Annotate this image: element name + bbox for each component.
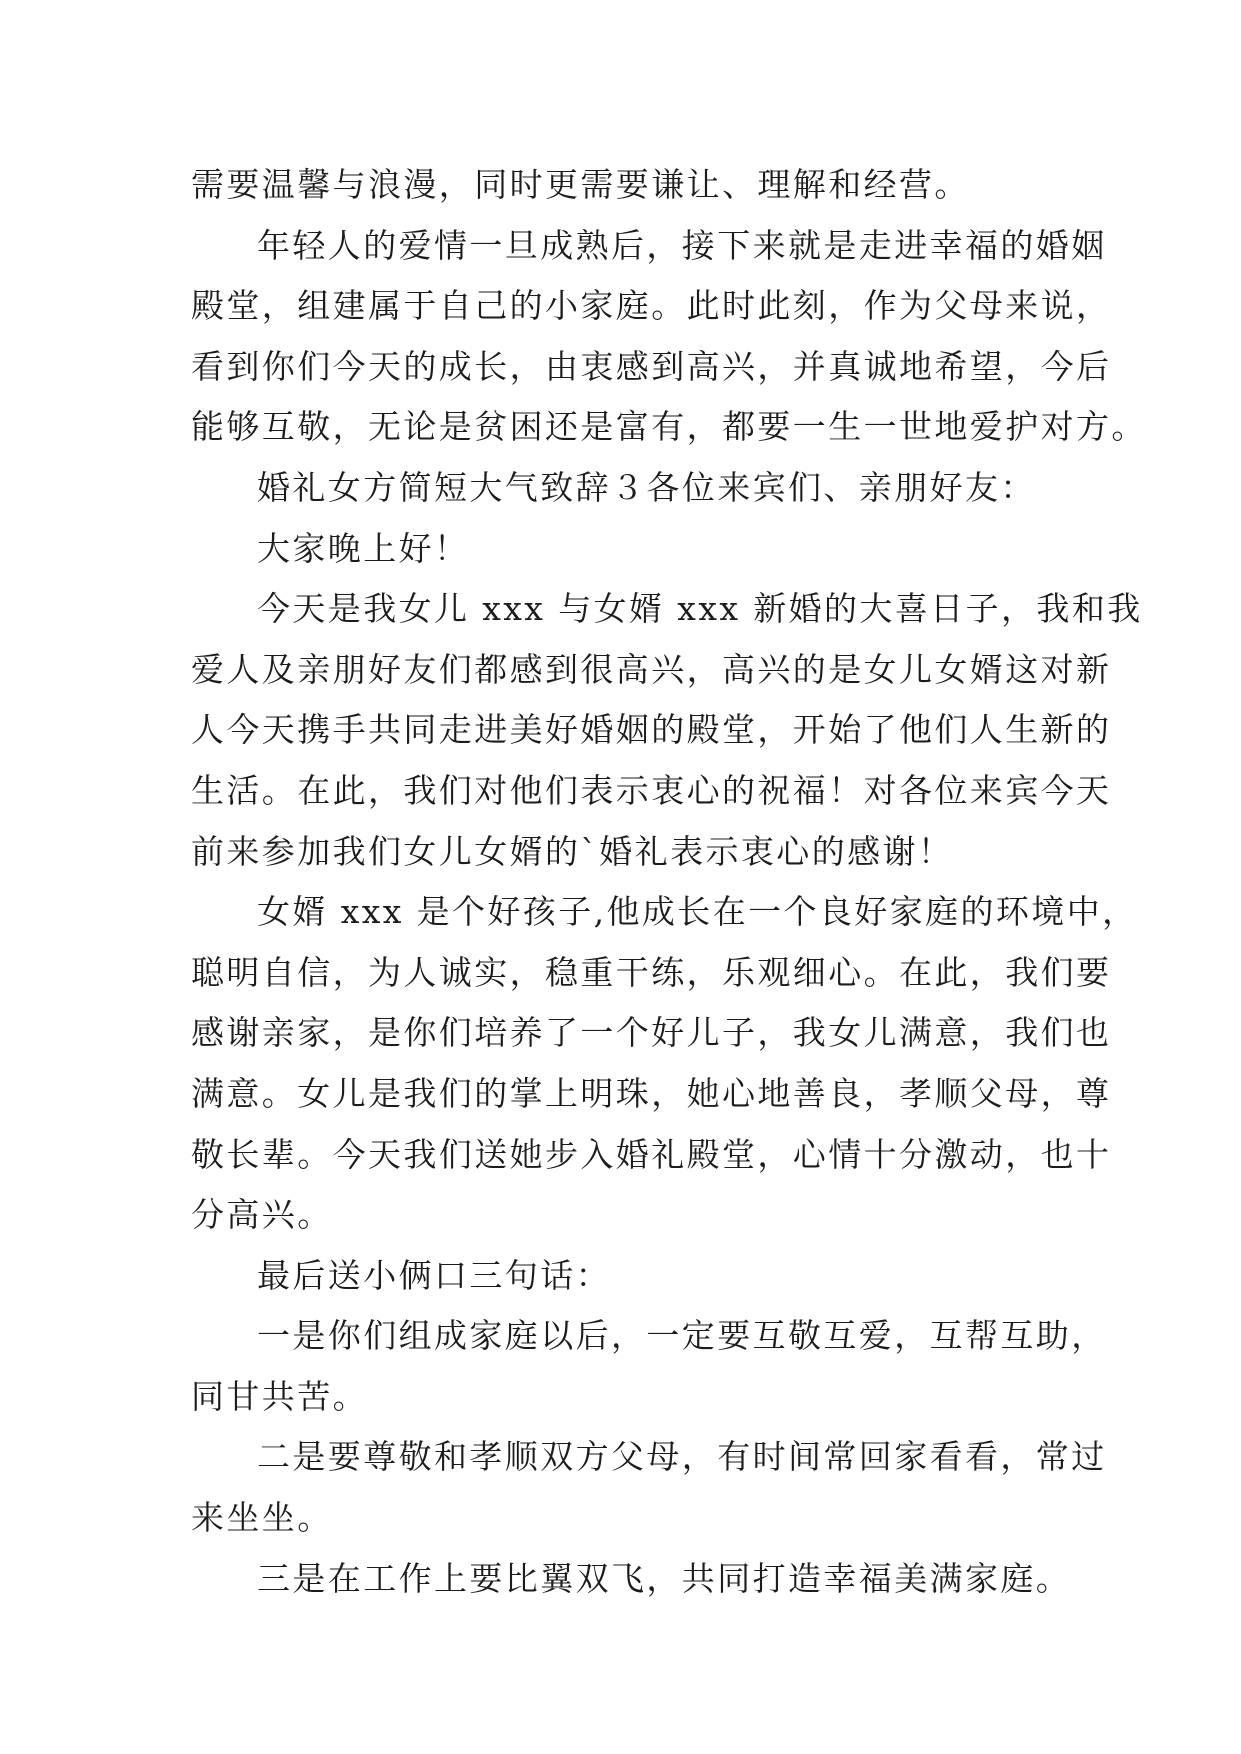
document-body: [191, 155, 1147, 1609]
text-line: 二是要尊敬和孝顺双方父母，有时间常回家看看，常过: [257, 1437, 1107, 1477]
text-line: 爱人及亲朋好友们都感到很高兴，高兴的是女儿女婿这对新: [191, 649, 1112, 689]
text-line: 一是你们组成家庭以后，一定要互敬互爱，互帮互助，: [257, 1316, 1107, 1356]
text-line: 同甘共苦。: [191, 1376, 368, 1416]
text-line: 最后送小俩口三句话：: [257, 1255, 611, 1295]
text-line: 看到你们今天的成长，由衷感到高兴，并真诚地希望，今后: [191, 346, 1112, 386]
text-line: 三是在工作上要比翼双飞，共同打造幸福美满家庭。: [257, 1558, 1072, 1598]
text-line: 今天是我女儿 xxx 与女婿 xxx 新婚的大喜日子，我和我: [257, 589, 1143, 629]
text-line: 满意。女儿是我们的掌上明珠，她心地善良，孝顺父母，尊: [191, 1073, 1112, 1113]
text-line: 大家晚上好！: [257, 528, 470, 568]
text-line: 年轻人的爱情一旦成熟后，接下来就是走进幸福的婚姻: [257, 225, 1107, 265]
text-line: 聪明自信，为人诚实，稳重干练，乐观细心。在此，我们要: [191, 952, 1112, 992]
text-line: 殿堂，组建属于自己的小家庭。此时此刻，作为父母来说，: [191, 286, 1112, 326]
text-line: 能够互敬，无论是贫困还是富有，都要一生一世地爱护对方。: [191, 407, 1147, 447]
text-line: 感谢亲家，是你们培养了一个好儿子，我女儿满意，我们也: [191, 1013, 1112, 1053]
text-line: 分高兴。: [191, 1195, 333, 1235]
text-line: 前来参加我们女儿女婿的`婚礼表示衷心的感谢！: [191, 831, 954, 871]
text-line: 生活。在此，我们对他们表示衷心的祝福！对各位来宾今天: [191, 770, 1112, 810]
text-line: 婚礼女方简短大气致辞３各位来宾们、亲朋好友：: [257, 467, 1036, 507]
text-line: 需要温馨与浪漫，同时更需要谦让、理解和经营。: [191, 165, 970, 204]
text-line: 来坐坐。: [191, 1498, 333, 1538]
text-line: 敬长辈。今天我们送她步入婚礼殿堂，心情十分激动，也十: [191, 1134, 1112, 1174]
text-line: 人今天携手共同走进美好婚姻的殿堂，开始了他们人生新的: [191, 710, 1112, 750]
text-line: 女婿 xxx 是个好孩子,他成长在一个良好家庭的环境中，: [257, 892, 1138, 932]
